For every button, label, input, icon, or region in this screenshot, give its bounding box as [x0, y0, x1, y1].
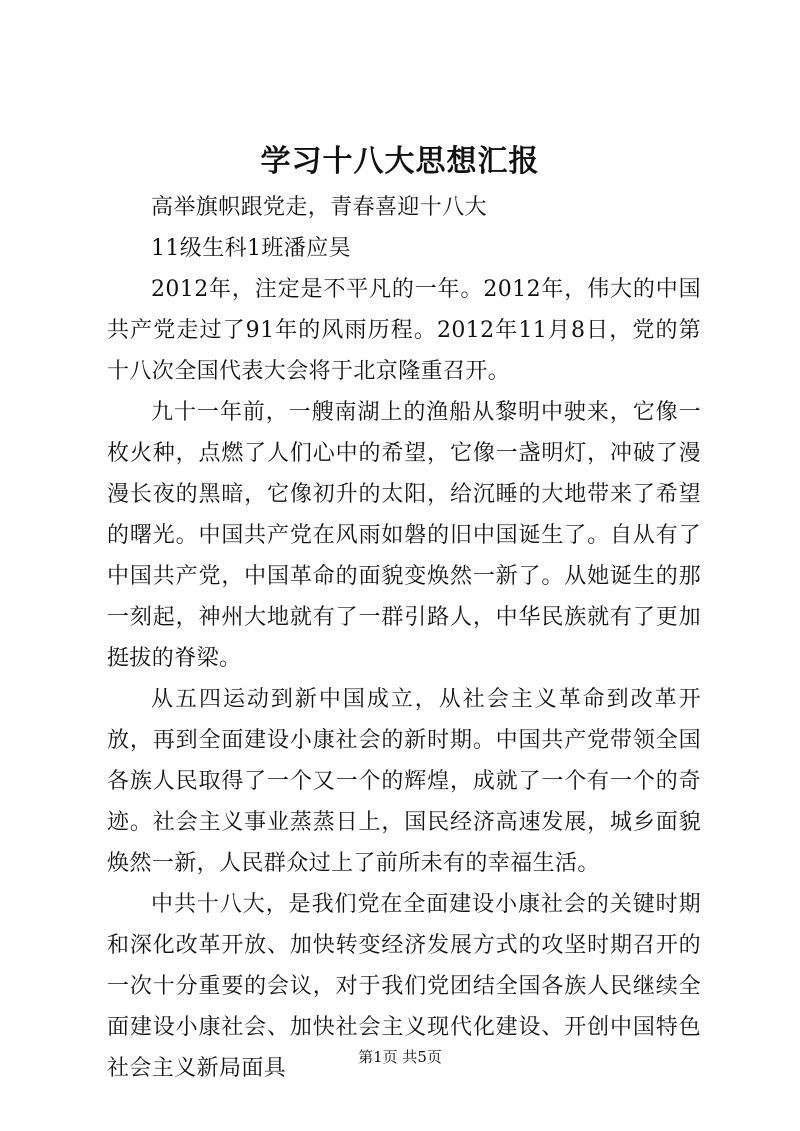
- body-paragraph: 2012年，注定是不平凡的一年。2012年，伟大的中国共产党走过了91年的风雨历程。2012年11月8日，党的第十八次全国代表大会将于北京隆重召开。: [107, 277, 701, 384]
- body-paragraph: 中共十八大，是我们党在全面建设小康社会的关键时期和深化改革开放、加快转变经济发展方式的攻坚时期召开的一次十分重要的会议，对于我们党团结全国各族人民继续全面建设小康社会、加快社会主义现代化建设、开创中国特色社会主义新局面具: [107, 892, 701, 1081]
- document-body: [107, 187, 701, 1089]
- author-paragraph: 11级生科1班潘应昊: [151, 236, 351, 261]
- body-paragraph: 九十一年前，一艘南湖上的渔船从黎明中驶来，它像一枚火种，点燃了人们心中的希望，它像一盏明灯，冲破了漫漫长夜的黑暗，它像初升的太阳，给沉睡的大地带来了希望的曙光。中国共产党在风雨如磐的旧中国诞生了。自从有了中国共产党，中国革命的面貌变焕然一新了。从她诞生的那一刻起，神州大地就有了一群引路人，中华民族就有了更加挺拔的脊梁。: [107, 400, 701, 671]
- page-number-footer: 第1页 共5页: [358, 1048, 442, 1066]
- subtitle-paragraph: 高举旗帜跟党走，青春喜迎十八大: [151, 195, 488, 220]
- body-paragraph: 从五四运动到新中国成立，从社会主义革命到改革开放，再到全面建设小康社会的新时期。中国共产党带领全国各族人民取得了一个又一个的辉煌，成就了一个有一个的奇迹。社会主义事业蒸蒸日上，国民经济高速发展，城乡面貌焕然一新，人民群众过上了前所未有的幸福生活。: [107, 687, 701, 876]
- document-title: 学习十八大思想汇报: [260, 144, 540, 179]
